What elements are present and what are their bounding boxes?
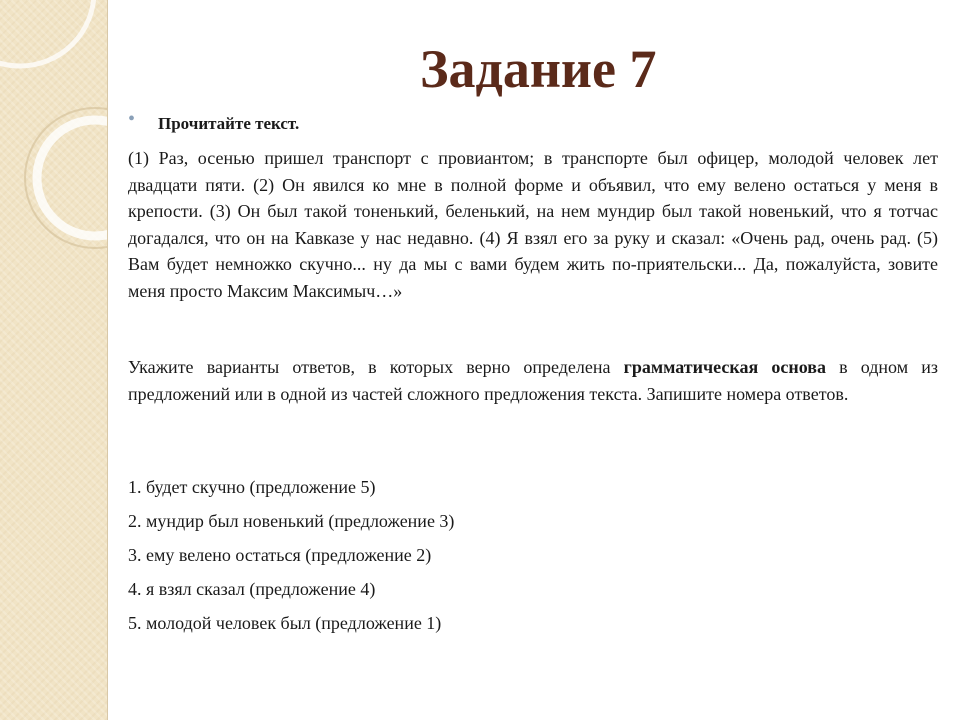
answer-option-3: 3. ему велено остаться (предложение 2) — [128, 545, 432, 565]
bullet-icon: • — [128, 108, 136, 130]
reading-passage: (1) Раз, осенью пришел транспорт с провиантом; в транспорте был офицер, молодой человек лет двадцати пяти. (2) Он явился ко мне в полной форме и объявил, что ему велено остаться у меня в крепости. (3) Он был такой тоненький, беленький, на нем мундир был такой новенький, что я тотчас догадался, что он на Кавказе у нас недавно. (4) Я взял его за руку и сказал: «Очень рад, очень рад. (5) Вам будет немножко скучно... ну да мы с вами будем жить по-приятельски... Да, пожалуйста, зовите меня просто Максим Максимыч…» — [128, 148, 938, 301]
side-panel-border — [107, 0, 108, 720]
answer-option-4: 4. я взял сказал (предложение 4) — [128, 579, 376, 599]
answer-option-5: 5. молодой человек был (предложение 1) — [128, 613, 442, 633]
instruction-bold-term: грамматическая основа — [623, 357, 826, 377]
answer-options — [128, 474, 454, 644]
decorative-rings — [0, 0, 107, 720]
decorative-side-panel — [0, 0, 107, 720]
slide-title: Задание 7 — [420, 39, 657, 99]
task-heading: Прочитайте текст. — [158, 114, 300, 133]
task-instruction — [128, 354, 938, 407]
answer-option-1: 1. будет скучно (предложение 5) — [128, 477, 376, 497]
answer-option-2: 2. мундир был новенький (предложение 3) — [128, 511, 455, 531]
instruction-text-start: Укажите варианты ответов, в которых верно определена — [128, 357, 624, 377]
instruction-text-end: в одном из предложений или в одной из частей сложного предложения текста. Запишите номера ответов. — [128, 357, 938, 404]
